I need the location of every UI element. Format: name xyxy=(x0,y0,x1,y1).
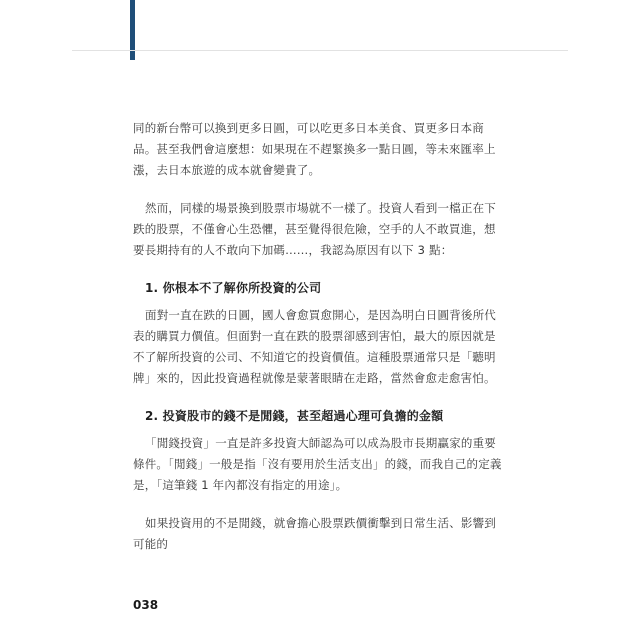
top-divider xyxy=(72,50,568,51)
paragraph-1: 同的新台幣可以換到更多日圓，可以吃更多日本美食、買更多日本商品。甚至我們會這麼想：如果現在不趕緊換多一點日圓，等未來匯率上漲，去日本旅遊的成本就會變貴了。 xyxy=(133,121,496,177)
paragraph-last: 如果投資用的不是閒錢，就會擔心股票跌價衝擊到日常生活、影響到可能的 xyxy=(133,516,496,551)
section-2-body: 「閒錢投資」一直是許多投資大師認為可以成為股市長期贏家的重要條件。「閒錢」一般是指「沒有要用於生活支出」的錢，而我自己的定義是，「這筆錢 1 年內都沒有指定的用途」。 xyxy=(133,436,502,492)
accent-bar xyxy=(130,0,135,60)
section-2-heading: 2. 投資股市的錢不是閒錢，甚至超過心理可負擔的金額 xyxy=(145,409,444,423)
page-content xyxy=(133,118,505,572)
section-1-body: 面對一直在跌的日圓，國人會愈買愈開心，是因為明白日圓背後所代表的購買力價值。但面對一直在跌的股票卻感到害怕，最大的原因就是不了解所投資的公司、不知道它的投資價值。這種股票通常只是「聽明牌」來的，因此投資過程就像是蒙著眼睛在走路，當然會愈走愈害怕。 xyxy=(133,308,496,385)
page-number: 038 xyxy=(133,598,159,612)
paragraph-2: 然而，同樣的場景換到股票市場就不一樣了。投資人看到一檔正在下跌的股票，不僅會心生恐懼，甚至覺得很危險，空手的人不敢買進，想要長期持有的人不敢向下加碼……，我認為原因有以下 3 點： xyxy=(133,201,496,257)
section-1-heading: 1. 你根本不了解你所投資的公司 xyxy=(145,281,322,295)
